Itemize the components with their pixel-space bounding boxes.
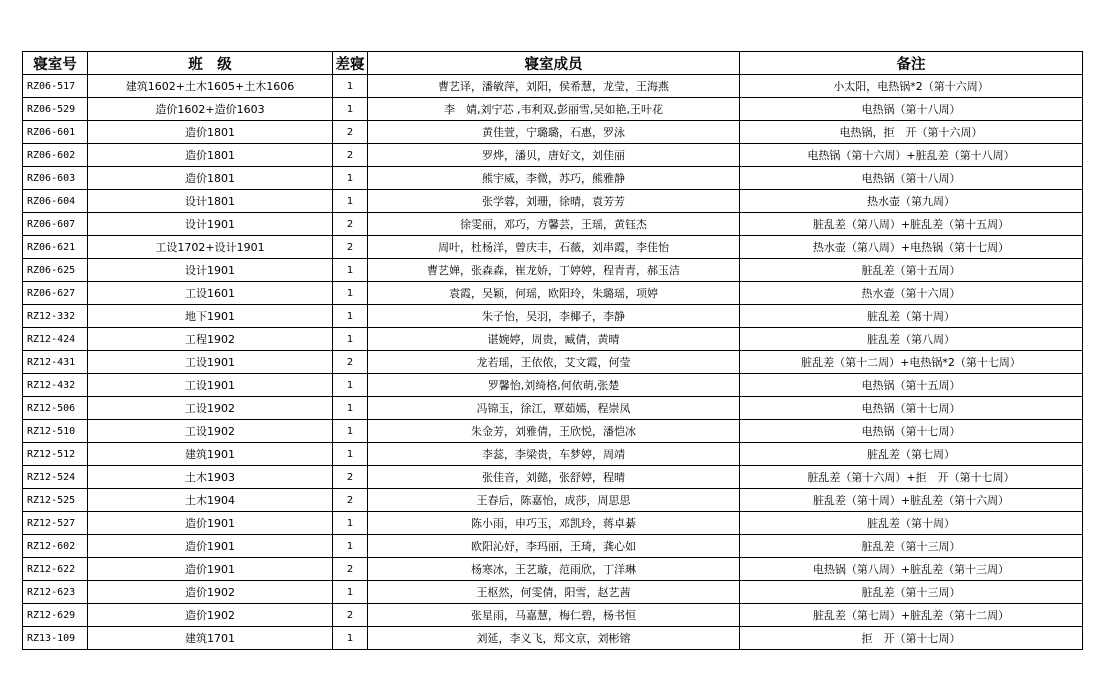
- cell-room: RZ12-431: [23, 351, 88, 374]
- cell-poor-count: 2: [333, 604, 368, 627]
- cell-members: 罗馨怡,刘绮格,何依萌,张楚: [368, 374, 740, 397]
- cell-notes: 电热锅（第八周）+脏乱差（第十三周）: [740, 558, 1083, 581]
- cell-room: RZ13-109: [23, 627, 88, 650]
- cell-poor-count: 2: [333, 351, 368, 374]
- cell-notes: 脏乱差（第十五周）: [740, 259, 1083, 282]
- cell-class: 建筑1602+土木1605+土木1606: [88, 75, 333, 98]
- cell-members: 陈小雨，申巧玉，邓凯玲，蒋卓綦: [368, 512, 740, 535]
- cell-members: 周叶，杜杨洋，曾庆丰，石薇，刘串霞，李佳怡: [368, 236, 740, 259]
- cell-class: 造价1901: [88, 535, 333, 558]
- cell-poor-count: 2: [333, 144, 368, 167]
- cell-class: 造价1801: [88, 144, 333, 167]
- cell-class: 建筑1701: [88, 627, 333, 650]
- table-row: [23, 489, 1083, 512]
- cell-poor-count: 1: [333, 282, 368, 305]
- cell-notes: 电热锅（第十七周）: [740, 397, 1083, 420]
- cell-notes: 脏乱差（第八周）: [740, 328, 1083, 351]
- cell-room: RZ12-332: [23, 305, 88, 328]
- cell-poor-count: 2: [333, 236, 368, 259]
- cell-notes: 脏乱差（第十周）+脏乱差（第十六周）: [740, 489, 1083, 512]
- cell-class: 造价1901: [88, 558, 333, 581]
- cell-poor-count: 1: [333, 512, 368, 535]
- cell-class: 工程1902: [88, 328, 333, 351]
- cell-room: RZ12-622: [23, 558, 88, 581]
- cell-members: 杨寒冰，王艺璇，范雨欣，丁洋琳: [368, 558, 740, 581]
- table-row: [23, 305, 1083, 328]
- cell-room: RZ06-625: [23, 259, 88, 282]
- cell-class: 工设1601: [88, 282, 333, 305]
- cell-class: 造价1902: [88, 604, 333, 627]
- cell-room: RZ12-510: [23, 420, 88, 443]
- cell-notes: 脏乱差（第十周）: [740, 512, 1083, 535]
- cell-class: 工设1702+设计1901: [88, 236, 333, 259]
- cell-poor-count: 1: [333, 190, 368, 213]
- cell-notes: 热水壶（第九周）: [740, 190, 1083, 213]
- cell-room: RZ12-629: [23, 604, 88, 627]
- cell-members: 徐雯丽，邓巧，方馨芸，王瑶，黄钰杰: [368, 213, 740, 236]
- cell-members: 欧阳沁妤，李玛丽，王琦，龚心如: [368, 535, 740, 558]
- cell-class: 工设1902: [88, 397, 333, 420]
- header-row: [23, 52, 1083, 75]
- cell-members: 张佳音，刘懿，张舒婷，程晴: [368, 466, 740, 489]
- cell-notes: 脏乱差（第十二周）+电热锅*2（第十七周）: [740, 351, 1083, 374]
- cell-notes: 拒 开（第十七周）: [740, 627, 1083, 650]
- cell-notes: 小太阳，电热锅*2（第十六周）: [740, 75, 1083, 98]
- cell-room: RZ12-525: [23, 489, 88, 512]
- cell-members: 曹艺译，潘敏萍，刘阳，侯希慧，龙莹，王海燕: [368, 75, 740, 98]
- table-row: [23, 374, 1083, 397]
- cell-poor-count: 1: [333, 305, 368, 328]
- cell-members: 李 婧,刘宁芯 ,韦利双,彭丽雪,吴如艳,王叶花: [368, 98, 740, 121]
- table-row: [23, 98, 1083, 121]
- cell-poor-count: 1: [333, 75, 368, 98]
- cell-poor-count: 1: [333, 397, 368, 420]
- cell-members: 李蕊，李梁贵，车梦婷，周靖: [368, 443, 740, 466]
- cell-members: 朱子怡，吴羽，李椰子，李静: [368, 305, 740, 328]
- cell-members: 刘延，李义飞，郑文京，刘彬镕: [368, 627, 740, 650]
- cell-poor-count: 1: [333, 259, 368, 282]
- cell-notes: 热水壶（第十六周）: [740, 282, 1083, 305]
- cell-members: 曹艺婵，张森森，崔龙娇，丁婷婷，程青青，郝玉洁: [368, 259, 740, 282]
- cell-room: RZ12-512: [23, 443, 88, 466]
- cell-room: RZ06-603: [23, 167, 88, 190]
- cell-poor-count: 2: [333, 213, 368, 236]
- cell-room: RZ12-506: [23, 397, 88, 420]
- cell-class: 造价1602+造价1603: [88, 98, 333, 121]
- cell-class: 设计1801: [88, 190, 333, 213]
- cell-class: 工设1902: [88, 420, 333, 443]
- table-row: [23, 259, 1083, 282]
- cell-members: 罗烨，潘贝，唐好文，刘佳丽: [368, 144, 740, 167]
- cell-class: 造价1801: [88, 121, 333, 144]
- cell-poor-count: 2: [333, 466, 368, 489]
- cell-poor-count: 1: [333, 627, 368, 650]
- cell-room: RZ06-607: [23, 213, 88, 236]
- cell-poor-count: 2: [333, 489, 368, 512]
- table-row: [23, 167, 1083, 190]
- header-room: 寝室号: [23, 52, 88, 75]
- cell-notes: 电热锅（第十八周）: [740, 167, 1083, 190]
- table-row: [23, 121, 1083, 144]
- cell-class: 设计1901: [88, 213, 333, 236]
- table-row: [23, 512, 1083, 535]
- table-row: [23, 236, 1083, 259]
- cell-class: 造价1801: [88, 167, 333, 190]
- cell-room: RZ12-432: [23, 374, 88, 397]
- table-row: [23, 282, 1083, 305]
- table-body: [23, 75, 1083, 650]
- cell-poor-count: 1: [333, 374, 368, 397]
- cell-notes: 脏乱差（第七周）+脏乱差（第十二周）: [740, 604, 1083, 627]
- cell-poor-count: 1: [333, 328, 368, 351]
- cell-room: RZ06-627: [23, 282, 88, 305]
- cell-notes: 电热锅（第十五周）: [740, 374, 1083, 397]
- cell-class: 土木1904: [88, 489, 333, 512]
- cell-room: RZ12-602: [23, 535, 88, 558]
- cell-poor-count: 1: [333, 535, 368, 558]
- header-members: 寝室成员: [368, 52, 740, 75]
- table-row: [23, 190, 1083, 213]
- cell-notes: 电热锅（第十七周）: [740, 420, 1083, 443]
- cell-members: 熊宇威，李微，苏巧，熊雅静: [368, 167, 740, 190]
- table-row: [23, 144, 1083, 167]
- cell-class: 设计1901: [88, 259, 333, 282]
- cell-class: 地下1901: [88, 305, 333, 328]
- cell-poor-count: 1: [333, 420, 368, 443]
- cell-class: 土木1903: [88, 466, 333, 489]
- table-row: [23, 328, 1083, 351]
- cell-room: RZ12-524: [23, 466, 88, 489]
- table-row: [23, 581, 1083, 604]
- cell-notes: 电热锅（第十八周）: [740, 98, 1083, 121]
- cell-members: 张星雨，马嘉慧，梅仁碧，杨书恒: [368, 604, 740, 627]
- cell-poor-count: 1: [333, 443, 368, 466]
- cell-notes: 脏乱差（第十三周）: [740, 581, 1083, 604]
- cell-class: 工设1901: [88, 374, 333, 397]
- cell-notes: 电热锅（第十六周）+脏乱差（第十八周）: [740, 144, 1083, 167]
- cell-members: 冯锦玉，徐江，覃茹嫣，程崇凤: [368, 397, 740, 420]
- cell-members: 龙若瑶，王依侬，艾文霞，何莹: [368, 351, 740, 374]
- cell-room: RZ06-602: [23, 144, 88, 167]
- cell-poor-count: 1: [333, 167, 368, 190]
- table-row: [23, 397, 1083, 420]
- cell-class: 造价1902: [88, 581, 333, 604]
- cell-notes: 脏乱差（第十周）: [740, 305, 1083, 328]
- cell-poor-count: 2: [333, 121, 368, 144]
- cell-room: RZ06-604: [23, 190, 88, 213]
- cell-notes: 脏乱差（第十三周）: [740, 535, 1083, 558]
- table-row: [23, 213, 1083, 236]
- cell-room: RZ12-527: [23, 512, 88, 535]
- cell-notes: 脏乱差（第八周）+脏乱差（第十五周）: [740, 213, 1083, 236]
- table-row: [23, 420, 1083, 443]
- cell-room: RZ06-517: [23, 75, 88, 98]
- cell-poor-count: 1: [333, 581, 368, 604]
- table-row: [23, 627, 1083, 650]
- cell-members: 张学蓉，刘珊，徐晴，袁芳芳: [368, 190, 740, 213]
- cell-room: RZ06-529: [23, 98, 88, 121]
- cell-notes: 电热锅，拒 开（第十六周）: [740, 121, 1083, 144]
- header-class: 班 级: [88, 52, 333, 75]
- table-row: [23, 443, 1083, 466]
- cell-members: 朱金芳，刘雅倩，王欣悦，潘恺冰: [368, 420, 740, 443]
- table-row: [23, 535, 1083, 558]
- table-row: [23, 604, 1083, 627]
- header-poor: 差寝: [333, 52, 368, 75]
- cell-class: 工设1901: [88, 351, 333, 374]
- cell-class: 造价1901: [88, 512, 333, 535]
- table-row: [23, 75, 1083, 98]
- cell-room: RZ06-621: [23, 236, 88, 259]
- cell-room: RZ06-601: [23, 121, 88, 144]
- cell-members: 王春后，陈嘉怡，成莎，周思思: [368, 489, 740, 512]
- cell-class: 建筑1901: [88, 443, 333, 466]
- cell-notes: 脏乱差（第十六周）+拒 开（第十七周）: [740, 466, 1083, 489]
- cell-notes: 热水壶（第八周）+电热锅（第十七周）: [740, 236, 1083, 259]
- cell-members: 谌婉婷，周贵，臧倩，黄晴: [368, 328, 740, 351]
- cell-notes: 脏乱差（第七周）: [740, 443, 1083, 466]
- table-row: [23, 351, 1083, 374]
- cell-room: RZ12-623: [23, 581, 88, 604]
- cell-members: 袁霞，吴颖，何瑶，欧阳玲，朱璐瑶，项婷: [368, 282, 740, 305]
- header-notes: 备注: [740, 52, 1083, 75]
- dorm-inspection-table: [22, 51, 1083, 650]
- table-row: [23, 466, 1083, 489]
- cell-members: 黄佳萱，宁璐璐，石惠，罗泳: [368, 121, 740, 144]
- cell-poor-count: 2: [333, 558, 368, 581]
- cell-poor-count: 1: [333, 98, 368, 121]
- table-row: [23, 558, 1083, 581]
- cell-members: 王枢然，何雯倩，阳雪，赵艺茜: [368, 581, 740, 604]
- cell-room: RZ12-424: [23, 328, 88, 351]
